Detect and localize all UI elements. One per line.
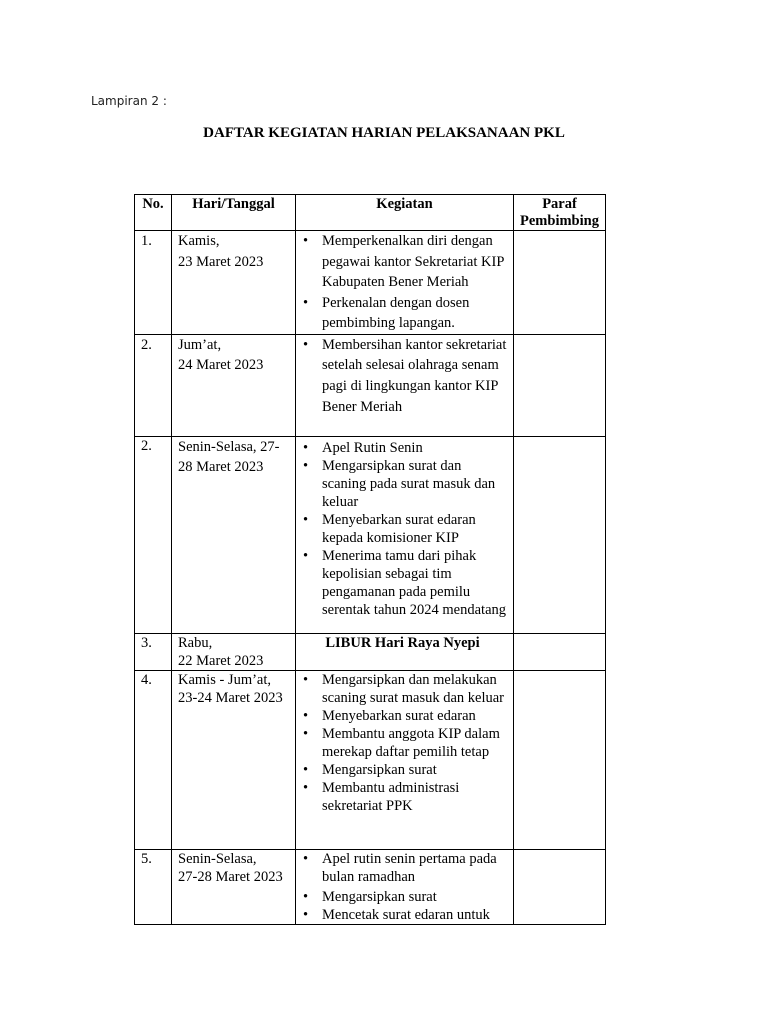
activity-list (296, 335, 509, 418)
row-date (172, 334, 296, 436)
row-date-text: 24 Maret 2023 (178, 357, 264, 374)
table-header-row (135, 195, 606, 231)
row-date-text: 23 Maret 2023 (178, 253, 264, 270)
activity-item: • Mencetak surat edaran untuk (322, 906, 509, 924)
activity-table (134, 194, 606, 925)
row-date-text: 23-24 Maret 2023 (178, 689, 283, 706)
holiday-note: LIBUR Hari Raya Nyepi (296, 633, 514, 670)
table-row (135, 633, 606, 670)
activity-list (296, 850, 509, 924)
signature-cell (514, 436, 606, 633)
document-title: DAFTAR KEGIATAN HARIAN PELAKSANAAN PKL (203, 125, 565, 141)
row-day: Senin-Selasa, (178, 850, 257, 867)
activity-item: • Membantu anggota KIP dalam merekap daftar pemilih tetap (322, 725, 509, 761)
activity-item: • Mengarsipkan surat dan scaning pada surat masuk dan keluar (322, 457, 509, 511)
column-header-activity: Kegiatan (296, 195, 514, 231)
signature-cell (514, 633, 606, 670)
row-activities (296, 334, 514, 436)
row-day: Jum’at, (178, 336, 222, 353)
row-number: 3. (135, 633, 172, 670)
row-date-text: 28 Maret 2023 (178, 459, 264, 476)
column-header-date: Hari/Tanggal (172, 195, 296, 231)
row-date (172, 436, 296, 633)
table-row (135, 231, 606, 335)
row-date-text: 27-28 Maret 2023 (178, 868, 283, 885)
activity-item: • Menyebarkan surat edaran kepada komisioner KIP (322, 511, 509, 547)
activity-item: • Mengarsipkan dan melakukan scaning surat masuk dan keluar (322, 671, 509, 707)
row-number: 5. (135, 849, 172, 924)
table-row (135, 436, 606, 633)
row-number: 2. (135, 334, 172, 436)
activity-item: • Membantu administrasi sekretariat PPK (322, 779, 509, 815)
column-header-signature: Paraf Pembimbing (514, 195, 606, 231)
activity-item: • Menyebarkan surat edaran (322, 707, 509, 725)
row-date (172, 849, 296, 924)
row-day: Kamis, (178, 233, 220, 249)
row-date-text: 22 Maret 2023 (178, 652, 264, 669)
activity-item: • Memperkenalkan diri dengan pegawai kantor Sekretariat KIP Kabupaten Bener Meriah (322, 231, 509, 293)
row-date (172, 633, 296, 670)
row-activities (296, 849, 514, 924)
row-day: Rabu, (178, 634, 213, 651)
row-day: Kamis - Jum’at, (178, 671, 272, 688)
signature-cell (514, 670, 606, 849)
activity-list (296, 231, 509, 334)
signature-cell (514, 231, 606, 335)
row-activities (296, 436, 514, 633)
table-row (135, 334, 606, 436)
signature-cell (514, 849, 606, 924)
column-header-no: No. (135, 195, 172, 231)
row-number: 1. (135, 231, 172, 335)
activity-item: • Apel Rutin Senin (322, 439, 509, 457)
row-date (172, 670, 296, 849)
activity-item: • Mengarsipkan surat (322, 888, 509, 906)
activity-item: • Perkenalan dengan dosen pembimbing lapangan. (322, 293, 509, 334)
activity-list (296, 439, 509, 619)
table-row (135, 670, 606, 849)
row-number: 4. (135, 670, 172, 849)
attachment-label: Lampiran 2 : (91, 94, 167, 108)
row-date (172, 231, 296, 335)
activity-item: • Membersihan kantor sekretariat setelah selesai olahraga senam pagi di lingkungan kantor KIP Bener Meriah (322, 335, 509, 418)
row-activities (296, 231, 514, 335)
activity-item: • Menerima tamu dari pihak kepolisian sebagai tim pengamanan pada pemilu serentak tahun 2024 mendatang (322, 547, 509, 619)
row-number: 2. (135, 436, 172, 633)
activity-list (296, 671, 509, 815)
activity-item: • Apel rutin senin pertama pada bulan ramadhan (322, 850, 509, 886)
activity-item: • Mengarsipkan surat (322, 761, 509, 779)
row-activities (296, 670, 514, 849)
signature-cell (514, 334, 606, 436)
row-day: Senin-Selasa, 27- (178, 438, 280, 455)
table-row (135, 849, 606, 924)
